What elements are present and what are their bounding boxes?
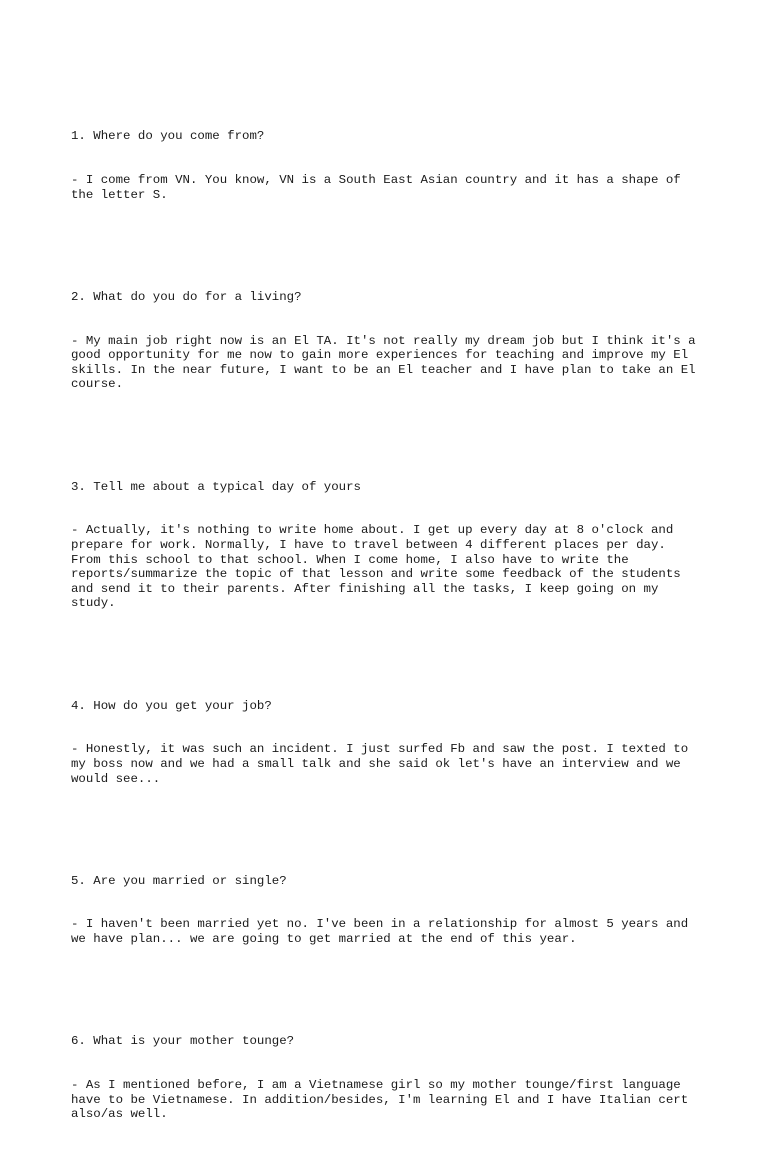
question-6: 6. What is your mother tounge? (71, 1034, 295, 1049)
question-5: 5. Are you married or single? (71, 873, 287, 888)
qa-item-4 (71, 669, 701, 815)
answer-1: - I come from VN. You know, VN is a South East Asian country and it has a shape of the letter S. (71, 173, 689, 202)
answer-6: - As I mentioned before, I am a Vietnamese girl so my mother tounge/first language have to be Vietnamese. In addition/besides, I'm learning El and I have Italian cert also/as well. (71, 1077, 696, 1122)
qa-item-2 (71, 261, 704, 422)
question-3: 3. Tell me about a typical day of yours (71, 479, 361, 494)
qa-item-3 (71, 450, 701, 640)
document-page (71, 71, 704, 1166)
question-1: 1. Where do you come from? (71, 129, 265, 144)
question-4: 4. How do you get your job? (71, 698, 272, 713)
answer-4: - Honestly, it was such an incident. I just surfed Fb and saw the post. I texted to my boss now and we had a small talk and she said ok let's have an interview and we would see... (71, 742, 696, 786)
qa-item-6 (71, 1005, 701, 1151)
answer-2: - My main job right now is an El TA. It's not really my dream job but I think it's a good opportunity for me now to gain more experiences for teaching and improve my El skills. In the near future, I want to be an El teacher and I have plan to take an El course. (71, 333, 704, 392)
question-2: 2. What do you do for a living? (71, 289, 302, 304)
qa-item-5 (71, 844, 701, 975)
qa-item-1 (71, 100, 701, 231)
answer-5: - I haven't been married yet no. I've been in a relationship for almost 5 years and we have plan... we are going to get married at the end of this year. (71, 917, 696, 947)
answer-3: - Actually, it's nothing to write home about. I get up every day at 8 o'clock and prepare for work. Normally, I have to travel between 4 different places per day. From this school to that school. When I come home, I also have to write the reports/summarize the topic of that lesson and write some feedback of the students and send it to their parents. After finishing all the tasks, I keep going on my study. (71, 523, 689, 611)
